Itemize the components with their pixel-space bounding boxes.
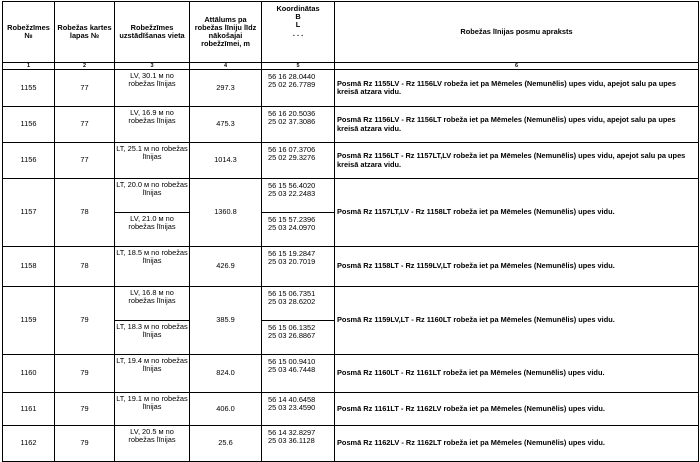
map-sheet: 78 bbox=[55, 247, 115, 287]
marker-number: 1160 bbox=[3, 355, 55, 393]
table-row bbox=[3, 70, 699, 107]
install-place: LT, 25.1 м no robežas līnijas bbox=[115, 143, 190, 179]
marker-number: 1155 bbox=[3, 70, 55, 107]
install-place: LV, 16.8 м no robežas līnijas bbox=[115, 287, 190, 321]
column-number: 1 bbox=[3, 63, 55, 70]
table-row bbox=[3, 247, 699, 287]
coordinates: 56 15 06.1352 25 03 26.8867 bbox=[262, 321, 335, 355]
marker-number: 1162 bbox=[3, 426, 55, 462]
distance: 1360.8 bbox=[190, 179, 262, 247]
coordinates: 56 16 20.5036 25 02 37.3086 bbox=[262, 107, 335, 143]
segment-description: Posmā Rz 1160LT - Rz 1161LT robeža iet pa Mēmeles (Nemunēlis) upes vidu. bbox=[335, 355, 699, 393]
header-coordinates-dots: . . . bbox=[292, 28, 304, 38]
table-row bbox=[3, 287, 699, 321]
distance: 406.0 bbox=[190, 393, 262, 426]
column-number: 3 bbox=[115, 63, 190, 70]
map-sheet: 79 bbox=[55, 393, 115, 426]
install-place: LT, 19.4 м no robežas līnijas bbox=[115, 355, 190, 393]
coordinates: 56 15 06.7351 25 03 28.6202 bbox=[262, 287, 335, 321]
coordinates: 56 15 19.2847 25 03 20.7019 bbox=[262, 247, 335, 287]
map-sheet: 77 bbox=[55, 70, 115, 107]
distance: 824.0 bbox=[190, 355, 262, 393]
header-coordinates-title: Koordinātas bbox=[276, 4, 320, 13]
segment-description: Posmā Rz 1159LV,LT - Rz 1160LT robeža iet pa Mēmeles (Nemunēlis) upes vidu. bbox=[335, 287, 699, 355]
coordinates: 56 14 32.8297 25 03 36.1128 bbox=[262, 426, 335, 462]
install-place: LT, 20.0 м no robežas līnijas bbox=[115, 179, 190, 213]
table-row bbox=[3, 143, 699, 179]
column-number: 2 bbox=[55, 63, 115, 70]
segment-description: Posmā Rz 1161LT - Rz 1162LV robeža iet pa Mēmeles (Nemunēlis) upes vidu. bbox=[335, 393, 699, 426]
install-place: LV, 20.5 м no robežas līnijas bbox=[115, 426, 190, 462]
segment-description: Posmā Rz 1156LT - Rz 1157LT,LV robeža iet pa Mēmeles (Nemunēlis) upes vidu, apejot salu pa upes kreisā atzara vidu. bbox=[335, 143, 699, 179]
distance: 475.3 bbox=[190, 107, 262, 143]
table-row bbox=[3, 179, 699, 213]
column-number: 6 bbox=[335, 63, 699, 70]
table-row bbox=[3, 426, 699, 462]
column-number-row bbox=[3, 63, 699, 70]
marker-number: 1157 bbox=[3, 179, 55, 247]
column-number: 4 bbox=[190, 63, 262, 70]
marker-number: 1156 bbox=[3, 143, 55, 179]
table-body bbox=[3, 70, 699, 462]
marker-number: 1161 bbox=[3, 393, 55, 426]
marker-number: 1156 bbox=[3, 107, 55, 143]
coordinates: 56 14 40.6458 25 03 23.4590 bbox=[262, 393, 335, 426]
distance: 297.3 bbox=[190, 70, 262, 107]
coordinates: 56 16 28.0440 25 02 26.7789 bbox=[262, 70, 335, 107]
segment-description: Posmā Rz 1162LV - Rz 1162LT robeža iet pa Mēmeles (Nemunēlis) upes vidu. bbox=[335, 426, 699, 462]
coordinates: 56 15 57.2396 25 03 24.0970 bbox=[262, 213, 335, 247]
map-sheet: 77 bbox=[55, 143, 115, 179]
header-coordinates bbox=[262, 2, 335, 63]
header-description: Robežas līnijas posmu apraksts bbox=[335, 2, 699, 63]
distance: 1014.3 bbox=[190, 143, 262, 179]
segment-description: Posmā Rz 1157LT,LV - Rz 1158LT robeža iet pa Mēmeles (Nemunēlis) upes vidu. bbox=[335, 179, 699, 247]
header-row bbox=[3, 2, 699, 63]
column-number: 5 bbox=[262, 63, 335, 70]
marker-number: 1158 bbox=[3, 247, 55, 287]
segment-description: Posmā Rz 1156LV - Rz 1156LT robeža iet pa Mēmeles (Nemunēlis) upes vidu, apejot salu pa upes kreisā atzara vidu. bbox=[335, 107, 699, 143]
distance: 25.6 bbox=[190, 426, 262, 462]
header-install-place: Robežzīmes uzstādīšanas vieta bbox=[115, 2, 190, 63]
install-place: LT, 19.1 м no robežas līnijas bbox=[115, 393, 190, 426]
header-marker-number: Robežzīmes № bbox=[3, 2, 55, 63]
header-coordinates-l: L bbox=[295, 20, 301, 30]
table-row bbox=[3, 107, 699, 143]
coordinates: 56 15 56.4020 25 03 22.2483 bbox=[262, 179, 335, 213]
map-sheet: 79 bbox=[55, 426, 115, 462]
coordinates: 56 15 00.9410 25 03 46.7448 bbox=[262, 355, 335, 393]
segment-description: Posmā Rz 1155LV - Rz 1156LV robeža iet pa Mēmeles (Nemunēlis) upes vidu, apejot salu pa upes kreisā atzara vidu. bbox=[335, 70, 699, 107]
marker-number: 1159 bbox=[3, 287, 55, 355]
install-place: LV, 16.9 м no robežas līnijas bbox=[115, 107, 190, 143]
header-coordinates-b: B bbox=[295, 12, 301, 22]
map-sheet: 77 bbox=[55, 107, 115, 143]
distance: 385.9 bbox=[190, 287, 262, 355]
segment-description: Posmā Rz 1158LT - Rz 1159LV,LT robeža iet pa Mēmeles (Nemunēlis) upes vidu. bbox=[335, 247, 699, 287]
install-place: LT, 18.5 м no robežas līnijas bbox=[115, 247, 190, 287]
map-sheet: 79 bbox=[55, 287, 115, 355]
coordinates: 56 16 07.3706 25 02 29.3276 bbox=[262, 143, 335, 179]
table-row bbox=[3, 355, 699, 393]
map-sheet: 78 bbox=[55, 179, 115, 247]
map-sheet: 79 bbox=[55, 355, 115, 393]
distance: 426.9 bbox=[190, 247, 262, 287]
install-place: LV, 21.0 м no robežas līnijas bbox=[115, 213, 190, 247]
header-distance: Attālums pa robežas līniju līdz nākošajai robežzīmei, m bbox=[190, 2, 262, 63]
install-place: LT, 18.3 м no robežas līnijas bbox=[115, 321, 190, 355]
boundary-table bbox=[2, 1, 699, 462]
install-place: LV, 30.1 м no robežas līnijas bbox=[115, 70, 190, 107]
header-map-sheet: Robežas kartes lapas № bbox=[55, 2, 115, 63]
table-row bbox=[3, 393, 699, 426]
